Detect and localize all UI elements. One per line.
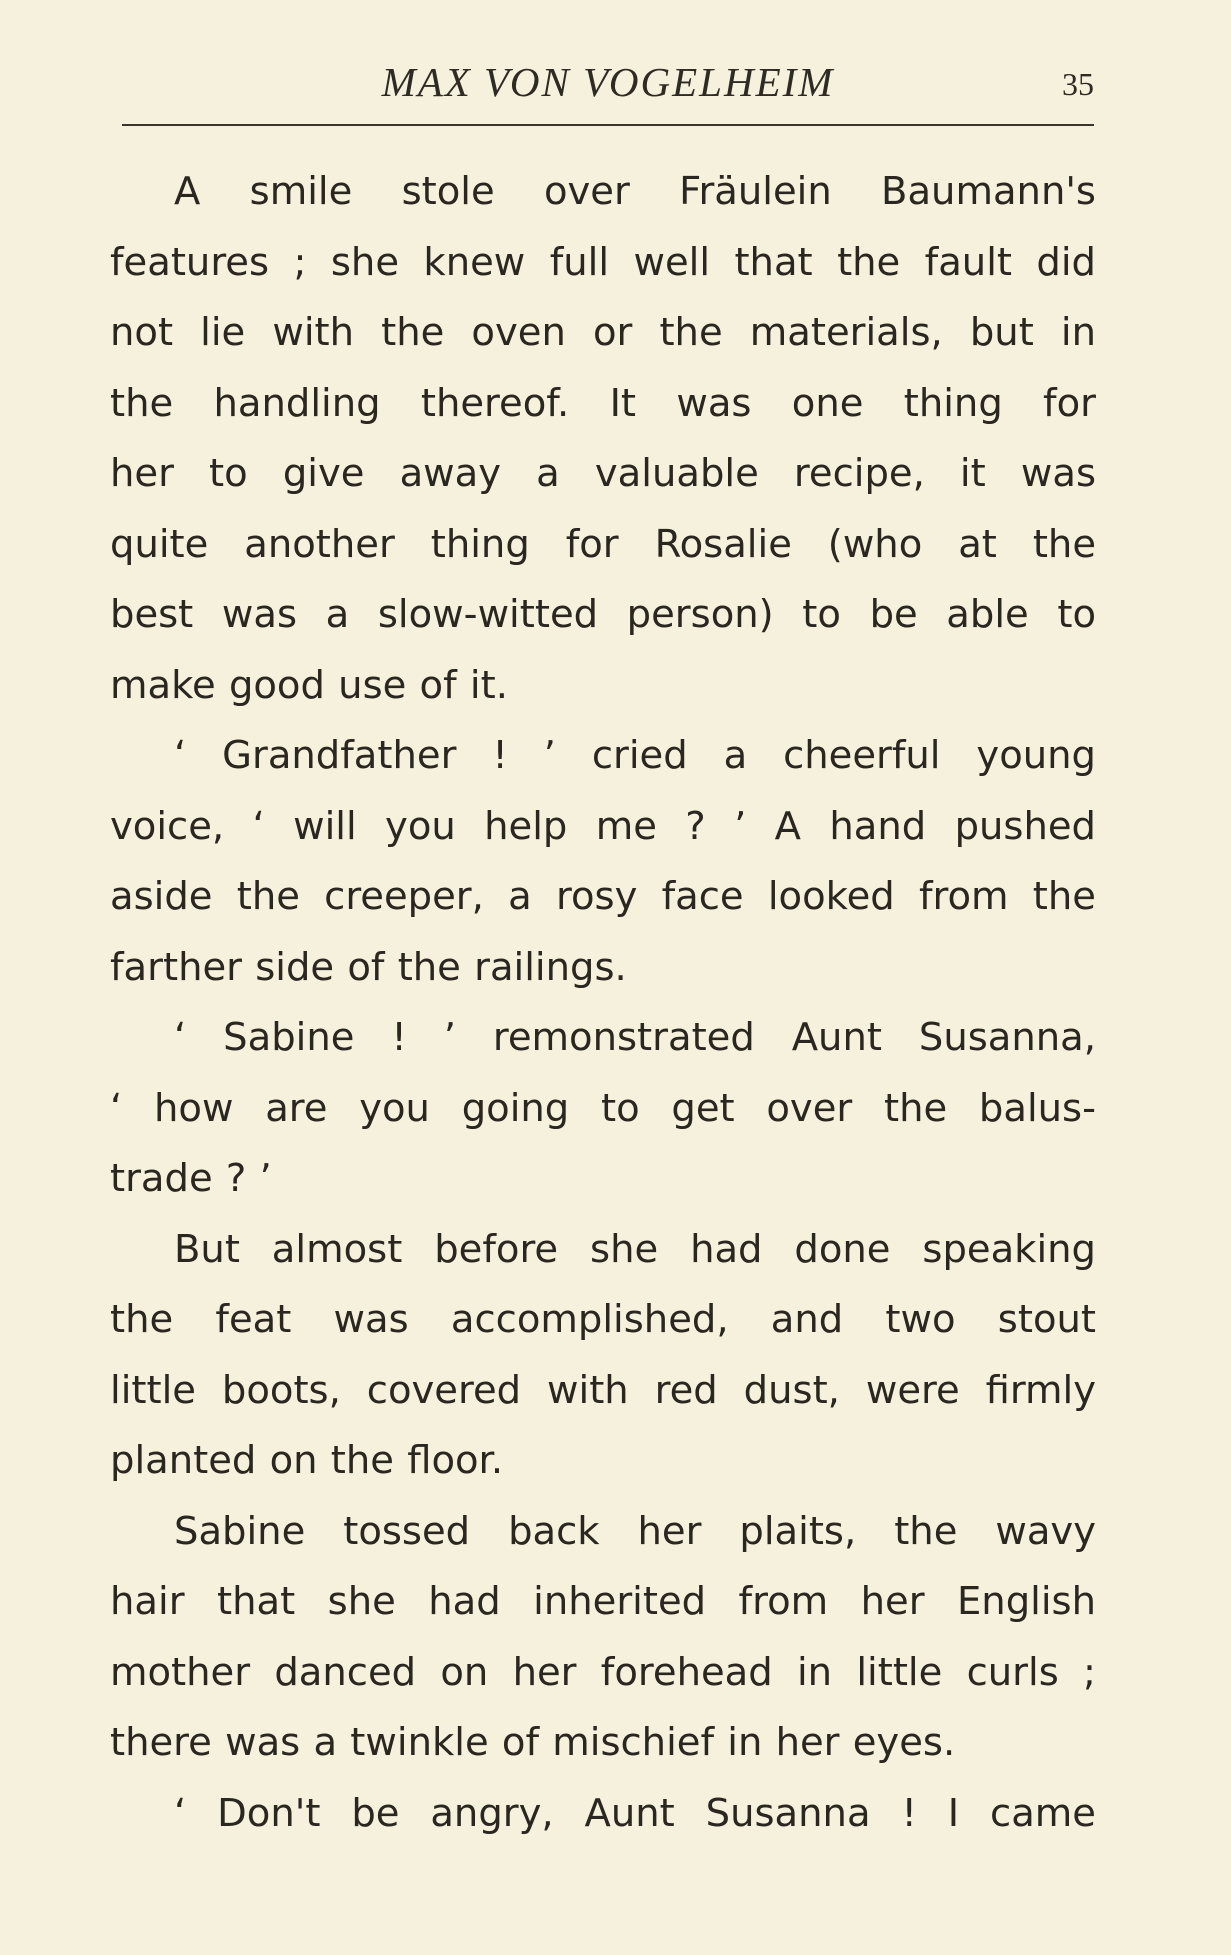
text-line: farther side of the railings.: [110, 944, 627, 990]
text-line: Sabine tossed back her plaits, the wavy: [174, 1508, 1096, 1554]
text-line: her to give away a valuable recipe, it was: [110, 451, 1096, 496]
text-line: voice, ‘ will you help me ? ’ A hand pushed: [110, 803, 1096, 849]
text-line: the handling thereof. It was one thing for: [110, 380, 1096, 426]
text-line: features ; she knew full well that the fault did: [110, 239, 1096, 285]
running-head: MAX VON VOGELHEIM: [381, 59, 835, 105]
text-line: best was a slow-witted person) to be able to: [110, 592, 1096, 637]
text-line: little boots, covered with red dust, were firmly: [110, 1367, 1096, 1413]
body-text: [110, 157, 1096, 1849]
text-line: aside the creeper, a rosy face looked from the: [110, 874, 1096, 919]
page-header: [122, 58, 1094, 108]
text-line: ‘ how are you going to get over the balus-: [110, 1085, 1096, 1131]
text-line: quite another thing for Rosalie (who at the: [110, 521, 1096, 567]
text-line: the feat was accomplished, and two stout: [110, 1297, 1096, 1342]
text-line: not lie with the oven or the materials, but in: [110, 310, 1096, 355]
header-rule: [122, 124, 1094, 126]
text-line: ‘ Sabine ! ’ remonstrated Aunt Susanna,: [174, 1015, 1096, 1060]
text-line: A smile stole over Fräulein Baumann's: [174, 169, 1096, 214]
text-line: ‘ Don't be angry, Aunt Susanna ! I came: [174, 1790, 1096, 1836]
text-line: trade ? ’: [110, 1156, 272, 1201]
text-line: planted on the floor.: [110, 1438, 504, 1483]
text-line: hair that she had inherited from her English: [110, 1579, 1096, 1624]
text-line: ‘ Grandfather ! ’ cried a cheerful young: [174, 733, 1096, 778]
text-line: mother danced on her forehead in little curls ;: [110, 1649, 1096, 1695]
text-line: there was a twinkle of mischief in her eyes.: [110, 1720, 956, 1765]
page-number: 35: [1062, 66, 1094, 102]
text-line: make good use of it.: [110, 662, 508, 708]
text-line: But almost before she had done speaking: [174, 1226, 1096, 1272]
